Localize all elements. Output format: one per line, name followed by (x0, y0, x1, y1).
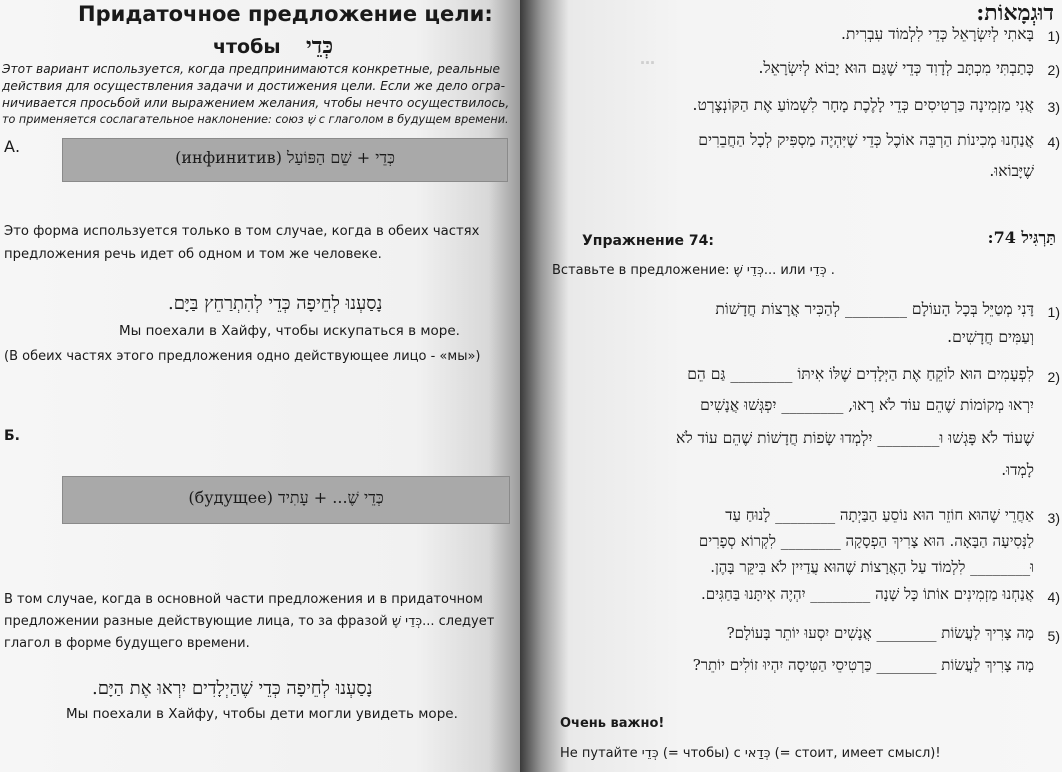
examples-title: דוּגְמָאוֹת: (976, 0, 1054, 26)
exercise-title-russian: Упражнение 74: (582, 233, 714, 249)
intro-line: действия для осуществления задачи и достижения цели. Если же дело огра- (2, 79, 505, 93)
item-line: שֶׁעוֹד לֹא פָּגְשׁוּ וּ________ יִלְמְדוּ שָׂפוֹת חֲדָשׁוֹת שֶׁהֵם עוֹד לֹא (676, 429, 1034, 447)
item-line: יִרְאוּ מְקוֹמוֹת שֶׁהֵם עוֹד לֹא רָאוּ, ________ יִפְגְּשׁוּ אֲנָשִׁים (700, 396, 1034, 414)
item-line: לָמְדוּ. (1001, 461, 1034, 479)
item-line: אֲנַחְנוּ מַזְמִינִים אוֹתוֹ כָּל שָׁנָה ________ יִהְיֶה אִיתָּנוּ בַּחַגִּים. (700, 585, 1034, 603)
section-a-label: А. (4, 137, 21, 156)
left-subtitle-he: כְּדֵי (306, 33, 334, 59)
para-a-line: Это форма используется только в том случае, когда в обеих частях (4, 224, 480, 239)
example-b-hebrew: נָסַעְנוּ לְחֵיפָה כְּדֵי שֶׁהַיְלָדִים יִרְאוּ אֶת הַיָּם. (92, 678, 373, 699)
example-a-hebrew: נָסַעְנוּ לְחֵיפָה כְּדֵי לְהִתְרַחֵץ בַּיָּם. (168, 293, 383, 314)
example-line: אֲנַחְנוּ מְכִינוֹת הַרְבֵּה אוֹכֶל כְּדֵי שֶׁיִּהְיֶה מַסְפִּיק לְכָל הַחֲבֵרִים (698, 131, 1034, 149)
example-number: 2) (1047, 62, 1060, 78)
formula-box-a (62, 138, 508, 182)
exercise-instruction: Вставьте в предложение: כְּדֵי שֶׁ... или כְּדֵי . (552, 263, 835, 278)
left-page (0, 0, 520, 772)
formula-box-b (62, 476, 510, 524)
intro-line: Этот вариант используется, когда предпринимаются конкретные, реальные (2, 62, 500, 76)
right-page (520, 0, 1062, 772)
item-number: 2) (1047, 369, 1060, 385)
example-number: 4) (1047, 134, 1060, 150)
para-a-line: предложения речь идет об одном и том же человеке. (4, 247, 382, 262)
item-number: 3) (1047, 510, 1060, 526)
item-line: לִפְעָמִים הוּא לוֹקֵחַ אֶת הַיְּלָדִים שֶׁלּוֹ אִיתּוֹ ________ גַּם הֵם (687, 365, 1034, 383)
example-line: בָּאתִי לְיִשְׂרָאֵל כְּדֵי לִלְמוֹד עִבְרִית. (841, 25, 1034, 43)
important-warning: Не путайте כְּדֵי (= чтобы) с כְּדַאי (= стоит, имеет смысл)! (560, 746, 941, 761)
item-number: 1) (1047, 304, 1060, 320)
item-line: מָה צָרִיךְ לַעֲשׂוֹת ________ כַּרְטִיסֵי הַטִּיסָה יִהְיוּ זוֹלִים יוֹתֵר? (692, 656, 1034, 674)
item-number: 5) (1047, 628, 1060, 644)
exercise-title-hebrew: תַּרְגִּיל 74: (987, 228, 1056, 247)
note-a: (В обеих частях этого предложения одно действующее лицо - «мы») (4, 349, 481, 364)
example-b-russian: Мы поехали в Хайфу, чтобы дети могли увидеть море. (66, 706, 458, 722)
section-b-label: Б. (4, 428, 20, 444)
example-number: 3) (1047, 99, 1060, 115)
para-b-line: В том случае, когда в основной части предложения и в придаточном (4, 592, 483, 607)
formula-b-text: כְּדֵי שֶׁ... + עָתִיד (будущее) (188, 488, 384, 507)
para-b-line: глагол в форме будущего времени. (4, 636, 250, 651)
para-b-line: предложении разные действующие лица, то за фразой כְּדֵי שֶׁ... следует (4, 614, 495, 629)
intro-line: ничивается просьбой или выражением желания, чтобы нечто осуществилось, (2, 96, 510, 110)
example-line: כָּתַבְתִּי מִכְתָּב לְדָוִד כְּדֵי שֶׁגַּם הוּא יָבוֹא לְיִשְׂרָאֵל. (758, 59, 1034, 77)
item-line: מָה צָרִיךְ לַעֲשׂוֹת ________ אֲנָשִׁים יִסְעוּ יוֹתֵר בָּעוֹלָם? (726, 624, 1034, 642)
left-title: Придаточное предложение цели: (78, 2, 493, 26)
example-line: שֶׁיָּבוֹאוּ. (989, 162, 1034, 180)
example-a-russian: Мы поехали в Хайфу, чтобы искупаться в море. (119, 323, 460, 339)
left-subtitle-ru: чтобы (213, 36, 281, 58)
bleed-through-text: … (640, 50, 655, 68)
item-line: דָּנִי מְטַיֵּל בְּכָל הָעוֹלָם ________ לְהַכִּיר אֲרָצוֹת חֲדָשׁוֹת (715, 300, 1034, 318)
example-line: אֲנִי מַזְמִינָה כַּרְטִיסִים כְּדֵי לָלֶכֶת מָחָר לִשְׁמוֹעַ אֶת הַקּוֹנְצֶרְט. (692, 96, 1034, 114)
intro-line: то применяется сослагательное наклонение: союз שֶׁ с глаголом в будущем времени. (2, 113, 509, 126)
item-line: לַנְּסִיעָה הַבָּאָה. הוּא צָרִיךְ הַפְסָקָה ________ לִקְרוֹא סְפָרִים (698, 532, 1034, 550)
item-line: וְעַמִּים חֲדָשִׁים. (947, 328, 1034, 346)
item-line: אַחֲרֵי שֶׁהוּא חוֹזֵר הוּא נוֹסֵעַ הַבַּיְתָה ________ לָנוּחַ עַד (725, 506, 1034, 524)
item-number: 4) (1047, 589, 1060, 605)
item-line: וּ________ לִלְמוֹד עַל הָאֲרָצוֹת שֶׁהוּא עֲדַיִין לֹא בִּיקֵּר בָּהֶן. (710, 558, 1034, 576)
important-heading: Очень важно! (560, 716, 665, 731)
example-number: 1) (1047, 28, 1060, 44)
formula-a-text: כְּדֵי + שֵׁם הַפּוֹעַל (инфинитив) (175, 148, 395, 167)
